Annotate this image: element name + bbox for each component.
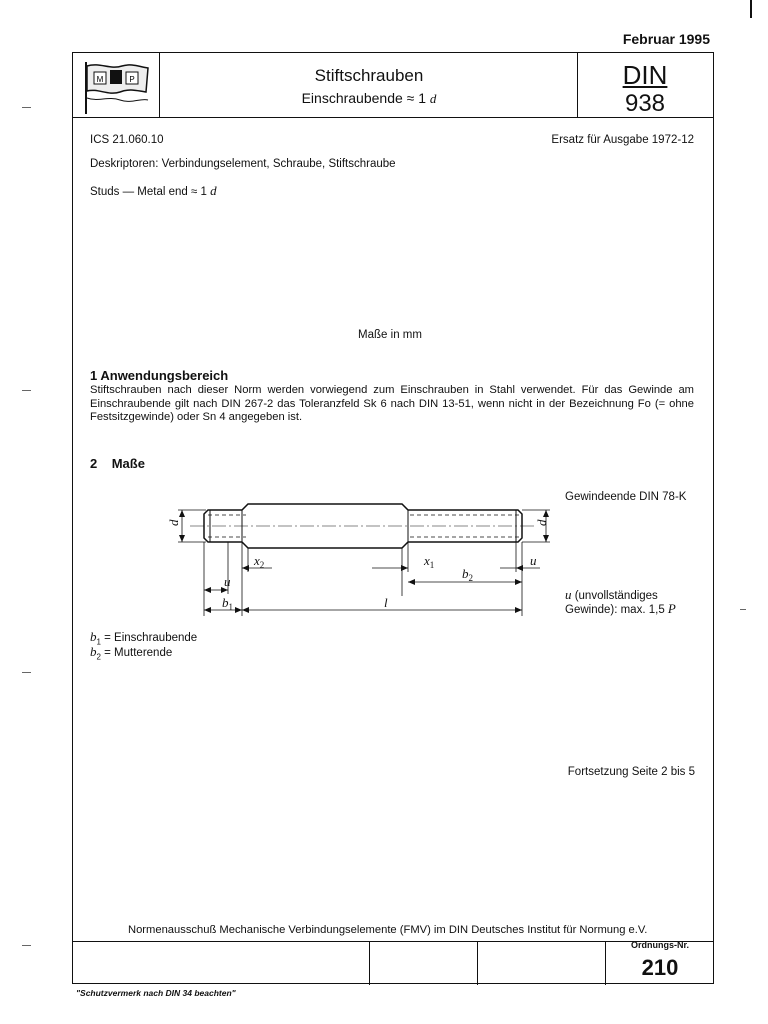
thread-end-note: Gewindeende DIN 78-K [565, 491, 687, 503]
scan-edge-mark [750, 0, 752, 18]
dim-l: l [384, 595, 388, 610]
svg-text:P: P [129, 75, 135, 84]
legend-b1-subscript: 1 [96, 637, 101, 647]
continuation-note: Fortsetzung Seite 2 bis 5 [567, 766, 695, 778]
dim-d-left: d [166, 519, 181, 526]
dim-d-right: d [534, 519, 549, 526]
svg-text:M: M [96, 75, 104, 84]
footer-cell-divider [369, 941, 370, 985]
english-title-variable: d [210, 183, 217, 198]
units-note: Maße in mm [358, 329, 422, 341]
u-note-P: P [667, 601, 676, 616]
publication-date: Februar 1995 [622, 31, 710, 47]
scan-mark [740, 609, 746, 610]
din-label: DIN [622, 60, 668, 90]
legend-b1-symbol: b [90, 629, 97, 644]
replaces-note: Ersatz für Ausgabe 1972-12 [551, 134, 694, 146]
dim-u-left: u [224, 574, 231, 589]
subtitle-variable: d [429, 91, 437, 106]
dim-x1: $x_1$ [424, 553, 435, 570]
english-title-text: Studs — Metal end ≈ 1 [90, 186, 207, 198]
scan-mark [22, 107, 31, 108]
document-subtitle [160, 90, 578, 107]
subtitle-text: Einschraubende ≈ 1 [301, 90, 427, 106]
section2-heading [90, 456, 145, 471]
stud-drawing [160, 490, 560, 620]
din-flag-logo [80, 58, 154, 116]
legend-b2-text: = Mutterende [100, 647, 173, 659]
scan-mark [22, 945, 31, 946]
u-note-text2: Gewinde): max. 1,5 [565, 604, 665, 616]
document-title: Stiftschrauben [314, 66, 424, 85]
u-note-text1: (unvollständiges [574, 590, 658, 602]
legend-b2-symbol: b [90, 644, 97, 659]
section2-number: 2 [90, 456, 98, 471]
legend-b1-text: = Einschraubende [100, 632, 198, 644]
legend-b2 [90, 645, 172, 664]
u-note-line1 [565, 588, 658, 603]
section1-heading: 1 Anwendungsbereich [90, 368, 229, 383]
section2-title: Maße [111, 456, 145, 471]
dim-b2: $b_2$ [462, 566, 473, 583]
dim-b1: $b_1$ [222, 595, 233, 612]
u-note-variable: u [565, 587, 572, 602]
din-number: 938 [624, 90, 666, 117]
footer-cell-divider [605, 941, 606, 985]
descriptors: Deskriptoren: Verbindungselement, Schraube, Stiftschraube [90, 158, 396, 170]
dim-x2: $x_2$ [254, 553, 265, 570]
legend-b2-subscript: 2 [96, 652, 101, 662]
order-number-label: Ordnungs-Nr. [631, 940, 689, 950]
scan-mark [22, 390, 31, 391]
protection-note: "Schutzvermerk nach DIN 34 beachten" [76, 988, 236, 998]
scan-mark [22, 672, 31, 673]
u-note-line2 [565, 602, 676, 617]
section1-text: Stiftschrauben nach dieser Norm werden vorwiegend zum Einschrauben in Stahl verwendet. Für das Gewinde am Einschraubende gilt nach DIN 267-2 das Toleranzfeld Sk 6 nach DIN 13-51, wenn nicht in der Bezeichnung Fo (= ohne Festsitzgewinde) oder Sn 4 angegeben ist. [90, 384, 694, 423]
ics-code: ICS 21.060.10 [90, 134, 164, 146]
footer-cell-divider [477, 941, 478, 985]
dim-u-right: u [530, 553, 537, 568]
order-number: 210 [641, 955, 679, 980]
footer-organization: Normenausschuß Mechanische Verbindungselemente (FMV) im DIN Deutsches Institut für Normung e.V. [128, 924, 648, 936]
english-title [90, 184, 217, 199]
